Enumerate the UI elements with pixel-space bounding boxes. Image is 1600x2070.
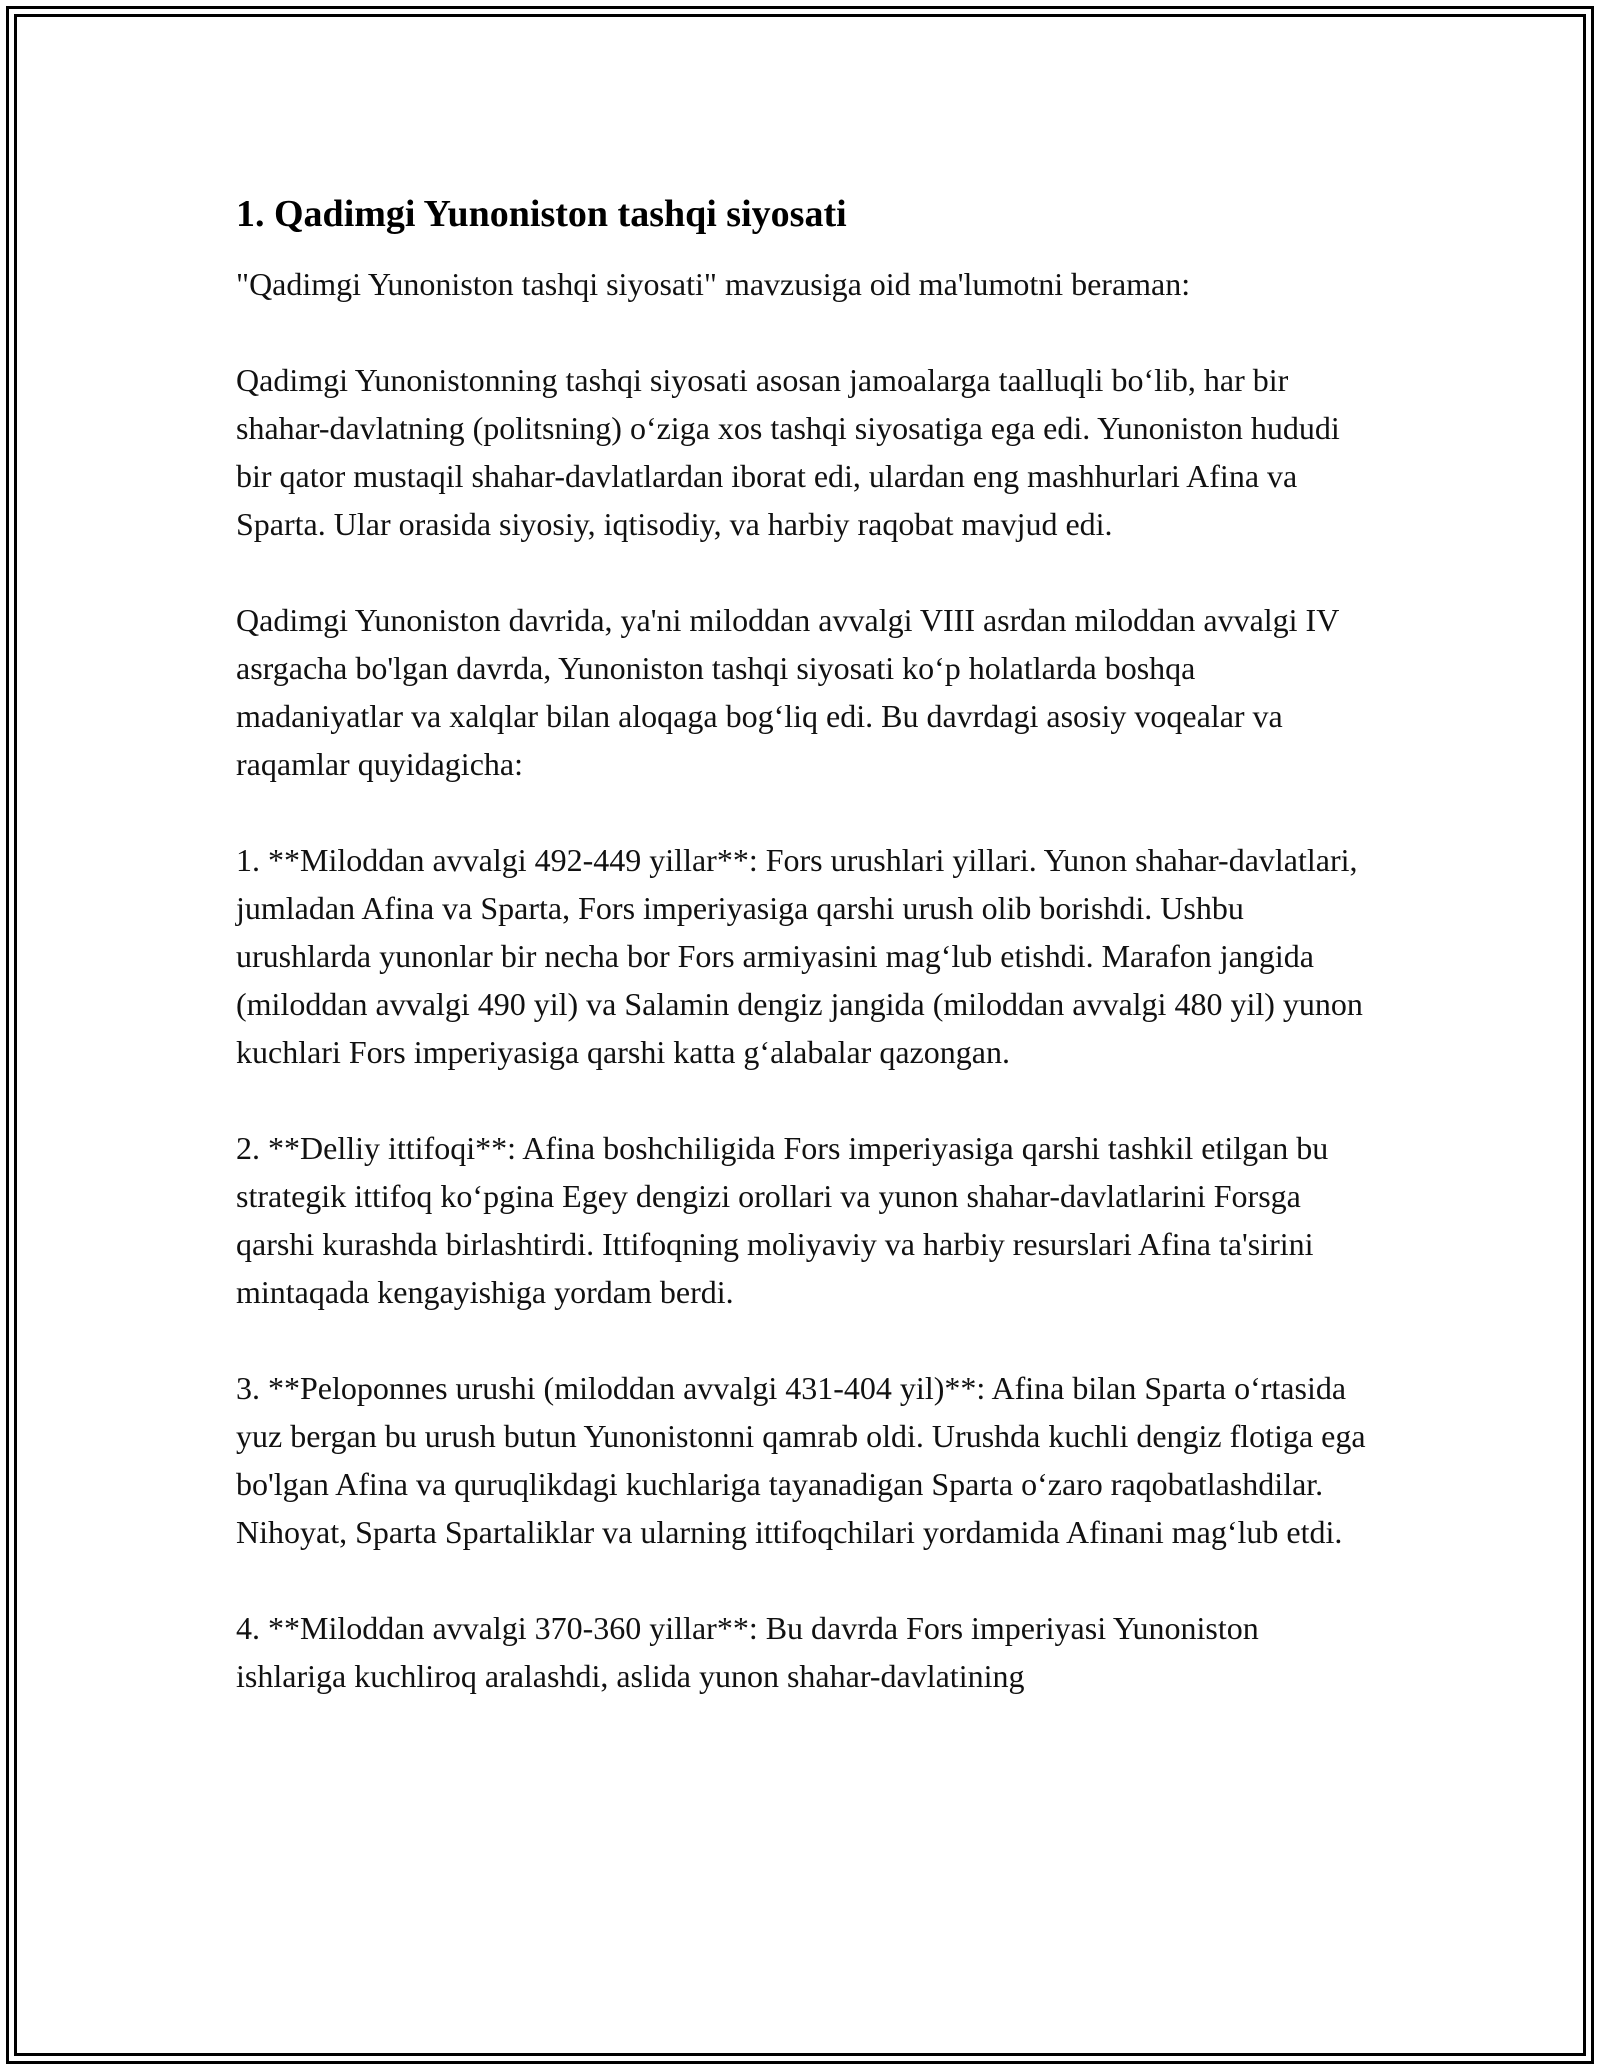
list-item-peloponnesian-war: 3. **Peloponnes urushi (miloddan avvalgi 431-404 yil)**: Afina bilan Sparta o‘rtasida yuz bergan bu urush butun Yunonistonni qamrab oldi. Urushda kuchli dengiz flotiga ega bo'lgan Afina va quruqlikdagi kuchlariga tayanadigan Sparta o‘zaro raqobatlashdilar. Nihoyat, Sparta Spartaliklar va ularning ittifoqchilari yordamida Afinani mag‘lub etdi. xyxy=(236,1370,1366,1550)
intro-paragraph: "Qadimgi Yunoniston tashqi siyosati" mavzusiga oid ma'lumotni beraman: xyxy=(236,266,1191,302)
list-item-370-360: 4. **Miloddan avvalgi 370-360 yillar**: Bu davrda Fors imperiyasi Yunoniston ishlariga kuchliroq aralashdi, aslida yunon shahar-davlatining xyxy=(236,1610,1259,1694)
paragraph-period: Qadimgi Yunoniston davrida, ya'ni miloddan avvalgi VIII asrdan miloddan avvalgi IV asrgacha bo'lgan davrda, Yunoniston tashqi siyosati ko‘p holatlarda boshqa madaniyatlar va xalqlar bilan aloqaga bog‘liq edi. Bu davrdagi asosiy voqealar va raqamlar quyidagicha: xyxy=(236,602,1339,782)
document-title: 1. Qadimgi Yunoniston tashqi siyosati xyxy=(236,193,847,235)
paragraph-overview: Qadimgi Yunonistonning tashqi siyosati asosan jamoalarga taalluqli bo‘lib, har bir shahar-davlatning (politsning) o‘ziga xos tashqi siyosatiga ega edi. Yunoniston hududi bir qator mustaqil shahar-davlatlardan iborat edi, ulardan eng mashhurlari Afina va Sparta. Ular orasida siyosiy, iqtisodiy, va harbiy raqobat mavjud edi. xyxy=(236,362,1340,542)
document-body xyxy=(236,188,1366,1700)
list-item-persian-wars: 1. **Miloddan avvalgi 492-449 yillar**: Fors urushlari yillari. Yunon shahar-davlatlari, jumladan Afina va Sparta, Fors imperiyasiga qarshi urush olib borishdi. Ushbu urushlarda yunonlar bir necha bor Fors armiyasini mag‘lub etishdi. Marafon jangida (miloddan avvalgi 490 yil) va Salamin dengiz jangida (miloddan avvalgi 480 yil) yunon kuchlari Fors imperiyasiga qarshi katta g‘alabalar qazongan. xyxy=(236,842,1363,1070)
list-item-delian-league: 2. **Delliy ittifoqi**: Afina boshchiligida Fors imperiyasiga qarshi tashkil etilgan bu strategik ittifoq ko‘pgina Egey dengizi orollari va yunon shahar-davlatlarini Forsga qarshi kurashda birlashtirdi. Ittifoqning moliyaviy va harbiy resurslari Afina ta'sirini mintaqada kengayishiga yordam berdi. xyxy=(236,1130,1329,1310)
